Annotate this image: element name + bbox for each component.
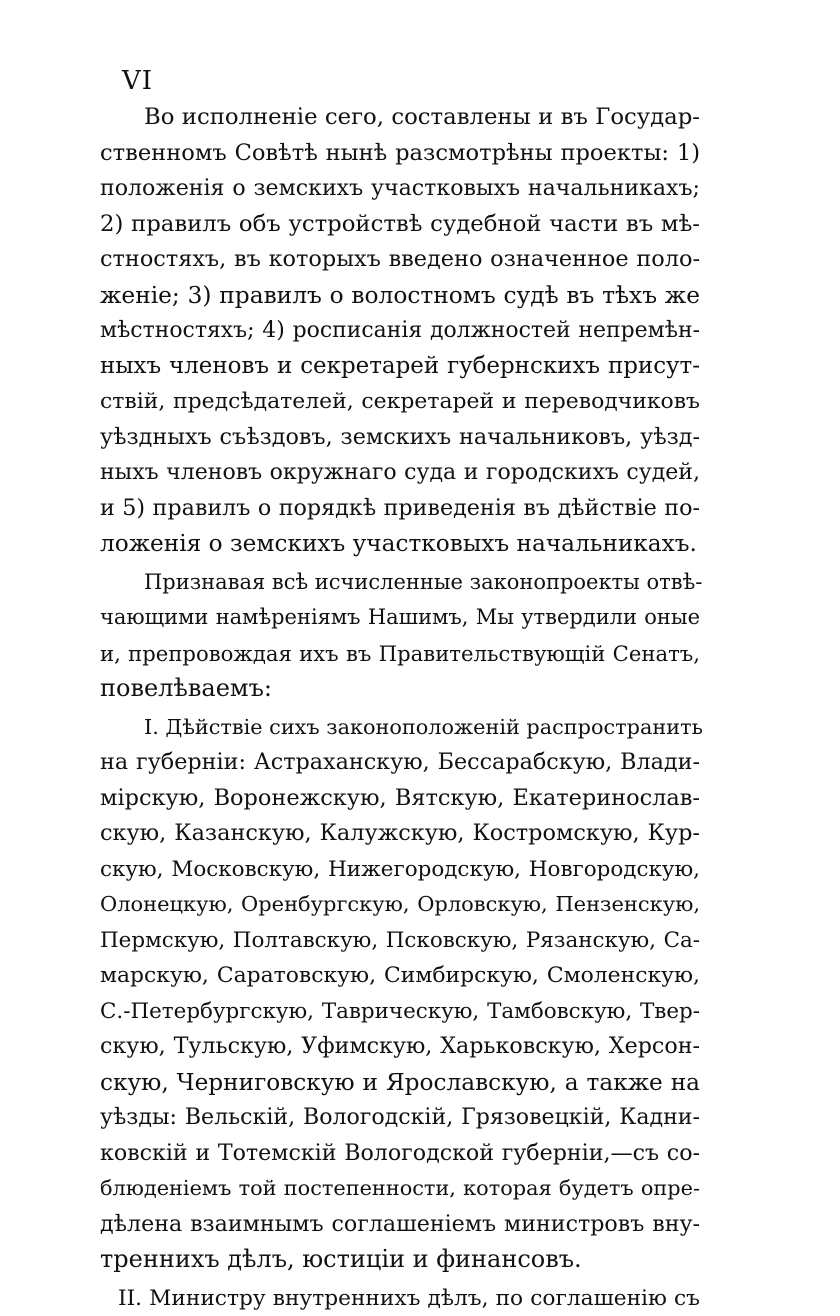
body-text [100,100,700,1316]
text-line: мѣстностяхъ; 4) росписанія должностей непремѣн- [100,313,700,349]
paragraph-2 [100,565,700,707]
text-line: уѣзды: Вельскій, Вологодскій, Грязовецкій, Кадни- [100,1100,700,1136]
text-line: положенія о земскихъ участковыхъ начальникахъ; [100,171,700,207]
text-line: 2) правилъ объ устройствѣ судебной части въ мѣ- [100,207,700,243]
text-line: ложенія о земскихъ участковыхъ начальникахъ. [100,526,700,562]
text-line: и 5) правилъ о порядкѣ приведенія въ дѣйствіе по- [100,491,700,527]
text-line: уѣздныхъ съѣздовъ, земскихъ начальниковъ, уѣзд- [100,420,700,456]
text-line: стностяхъ, въ которыхъ введено означенное поло- [100,242,700,278]
text-line: Признавая всѣ исчисленные законопроекты отвѣ- [100,565,700,601]
text-line: дѣлена взаимнымъ соглашеніемъ министровъ вну- [100,1207,700,1243]
text-line: Во исполненіе сего, составлены и въ Государ- [100,100,700,136]
text-line: мірскую, Воронежскую, Вятскую, Екатеринослав- [100,781,700,817]
text-line: С.-Петербургскую, Таврическую, Тамбовскую, Твер- [100,994,700,1030]
text-line: ныхъ членовъ и секретарей губернскихъ присут- [100,349,700,385]
text-line: скую, Московскую, Нижегородскую, Новгородскую, [100,852,700,888]
text-line: скую, Черниговскую и Ярославскую, а также на [100,1065,700,1101]
text-line: ковскій и Тотемскій Вологодской губерніи,—съ со- [100,1136,700,1172]
text-line: ныхъ членовъ окружнаго суда и городскихъ судей, [100,455,700,491]
text-line: женіе; 3) правилъ о волостномъ судѣ въ тѣхъ же [100,278,700,314]
text-line: ствій, предсѣдателей, секретарей и переводчиковъ [100,384,700,420]
page-number: VI [122,66,153,96]
paragraph-1 [100,100,700,562]
text-line: и, препровождая ихъ въ Правительствующій Сенатъ, [100,636,700,672]
text-line: Пермскую, Полтавскую, Псковскую, Рязанскую, Са- [100,923,700,959]
text-line: скую, Тульскую, Уфимскую, Харьковскую, Херсон- [100,1029,700,1065]
text-line: повелѣваемъ: [100,671,700,707]
paragraph-4 [100,1281,700,1316]
text-line: чающими намѣреніямъ Нашимъ, Мы утвердили оные [100,600,700,636]
text-line: скую, Казанскую, Калужскую, Костромскую, Кур- [100,816,700,852]
text-line: блюденіемъ той постепенности, которая будетъ опре- [100,1171,700,1207]
text-line: на губерніи: Астраханскую, Бессарабскую, Влади- [100,745,700,781]
text-line: марскую, Саратовскую, Симбирскую, Смоленскую, [100,958,700,994]
paragraph-3 [100,710,700,1278]
text-line: II. Министру внутреннихъ дѣлъ, по соглашенію съ [100,1281,700,1316]
text-line: ственномъ Совѣтѣ нынѣ разсмотрѣны проекты: 1) [100,136,700,172]
text-line: Олонецкую, Оренбургскую, Орловскую, Пензенскую, [100,887,700,923]
text-line: треннихъ дѣлъ, юстиціи и финансовъ. [100,1242,700,1278]
text-line: I. Дѣйствіе сихъ законоположеній распространить [100,710,700,746]
